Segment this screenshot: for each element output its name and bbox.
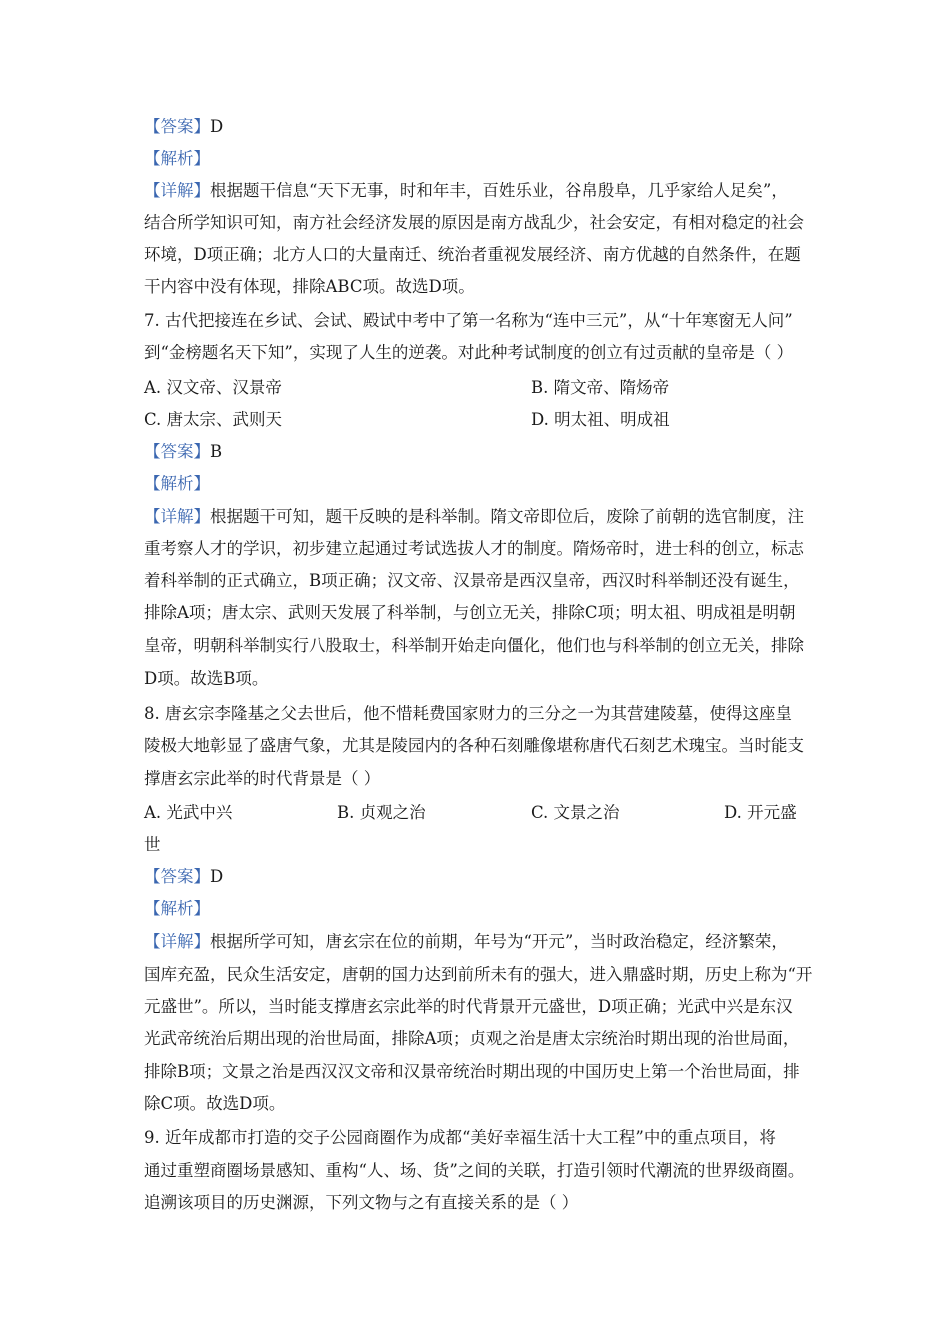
q6-detail-line: 结合所学知识可知，南方社会经济发展的原因是南方战乱少，社会安定，有相对稳定的社会 bbox=[144, 213, 804, 232]
detail-label: 【详解】 bbox=[144, 181, 210, 200]
q7-detail-line: 重考察人才的学识，初步建立起通过考试选拔人才的制度。隋炀帝时，进士科的创立，标志 bbox=[144, 539, 804, 558]
q7-detail-line: 排除A项；唐太宗、武则天发展了科举制，与创立无关，排除C项；明太祖、明成祖是明朝 bbox=[144, 603, 796, 622]
q7-stem-line: 到“金榜题名天下知”，实现了人生的逆袭。对此种考试制度的创立有过贡献的皇帝是（ ） bbox=[144, 343, 794, 362]
q9-stem-line: 追溯该项目的历史渊源，下列文物与之有直接关系的是（ ） bbox=[144, 1193, 579, 1212]
q9-stem-line: 9. 近年成都市打造的交子公园商圈作为成都“美好幸福生活十大工程”中的重点项目，将 bbox=[144, 1128, 776, 1147]
q8-detail-line: 国库充盈，民众生活安定，唐朝的国力达到前所未有的强大，进入鼎盛时期，历史上称为“开 bbox=[144, 965, 813, 984]
answer-value: D bbox=[210, 867, 224, 886]
q8-detail-line: 【详解】根据所学可知，唐玄宗在位的前期，年号为“开元”，当时政治稳定，经济繁荣， bbox=[144, 932, 788, 951]
q9-stem-line: 通过重塑商圈场景感知、重构“人、场、货”之间的关联，打造引领时代潮流的世界级商圈。 bbox=[144, 1161, 805, 1180]
q7-option-b: B. 隋文帝、隋炀帝 bbox=[531, 378, 670, 397]
detail-label: 【详解】 bbox=[144, 507, 210, 526]
q8-detail-line: 除C项。故选D项。 bbox=[144, 1094, 286, 1113]
q8-stem-line: 撑唐玄宗此举的时代背景是（ ） bbox=[144, 769, 381, 788]
q7-detail-line: 皇帝，明朝科举制实行八股取士，科举制开始走向僵化，他们也与科举制的创立无关，排除 bbox=[144, 636, 804, 655]
q7-detail-line: D项。故选B项。 bbox=[144, 669, 269, 688]
q6-detail-line: 【详解】根据题干信息“天下无事，时和年丰，百姓乐业，谷帛殷阜，几乎家给人足矣”， bbox=[144, 181, 788, 200]
q8-stem-line: 8. 唐玄宗李隆基之父去世后，他不惜耗费国家财力的三分之一为其营建陵墓，使得这座皇 bbox=[144, 704, 792, 723]
answer-label: 【答案】 bbox=[144, 442, 210, 461]
answer-value: B bbox=[210, 442, 223, 461]
q8-stem-line: 陵极大地彰显了盛唐气象，尤其是陵园内的各种石刻雕像堪称唐代石刻艺术瑰宝。当时能支 bbox=[144, 736, 804, 755]
q8-option-a: A. 光武中兴 bbox=[144, 803, 233, 822]
answer-value: D bbox=[210, 117, 224, 136]
q6-analysis-label: 【解析】 bbox=[144, 149, 210, 168]
answer-label: 【答案】 bbox=[144, 867, 210, 886]
q7-detail-line: 【详解】根据题干可知，题干反映的是科举制。隋文帝即位后，废除了前朝的选官制度，注 bbox=[144, 507, 804, 526]
q6-detail-line: 干内容中没有体现，排除ABC项。故选D项。 bbox=[144, 277, 475, 296]
q8-detail-line: 光武帝统治后期出现的治世局面，排除A项；贞观之治是唐太宗统治时期出现的治世局面， bbox=[144, 1029, 800, 1048]
q8-option-wrap: 世 bbox=[144, 835, 161, 854]
detail-label: 【详解】 bbox=[144, 932, 210, 951]
q8-detail-line: 元盛世”。所以，当时能支撑唐玄宗此举的时代背景开元盛世，D项正确；光武中兴是东汉 bbox=[144, 997, 793, 1016]
q6-detail-line: 环境，D项正确；北方人口的大量南迁、统治者重视发展经济、南方优越的自然条件，在题 bbox=[144, 245, 801, 264]
q7-analysis-label: 【解析】 bbox=[144, 474, 210, 493]
q8-analysis-label: 【解析】 bbox=[144, 899, 210, 918]
q7-option-c: C. 唐太宗、武则天 bbox=[144, 410, 283, 429]
q6-answer bbox=[144, 117, 814, 137]
q7-detail-line: 着科举制的正式确立，B项正确；汉文帝、汉景帝是西汉皇帝，西汉时科举制还没有诞生， bbox=[144, 571, 800, 590]
q8-option-c: C. 文景之治 bbox=[531, 803, 620, 822]
answer-label: 【答案】 bbox=[144, 117, 210, 136]
q7-stem-line: 7. 古代把接连在乡试、会试、殿试中考中了第一名称为“连中三元”，从“十年寒窗无人问” bbox=[144, 311, 793, 330]
q8-option-d: D. 开元盛 bbox=[724, 803, 797, 822]
q7-option-d: D. 明太祖、明成祖 bbox=[531, 410, 670, 429]
q8-detail-line: 排除B项；文景之治是西汉汉文帝和汉景帝统治时期出现的中国历史上第一个治世局面，排 bbox=[144, 1062, 800, 1081]
q7-answer bbox=[144, 442, 814, 462]
q7-option-a: A. 汉文帝、汉景帝 bbox=[144, 378, 282, 397]
q8-option-b: B. 贞观之治 bbox=[337, 803, 426, 822]
q8-answer bbox=[144, 867, 814, 887]
